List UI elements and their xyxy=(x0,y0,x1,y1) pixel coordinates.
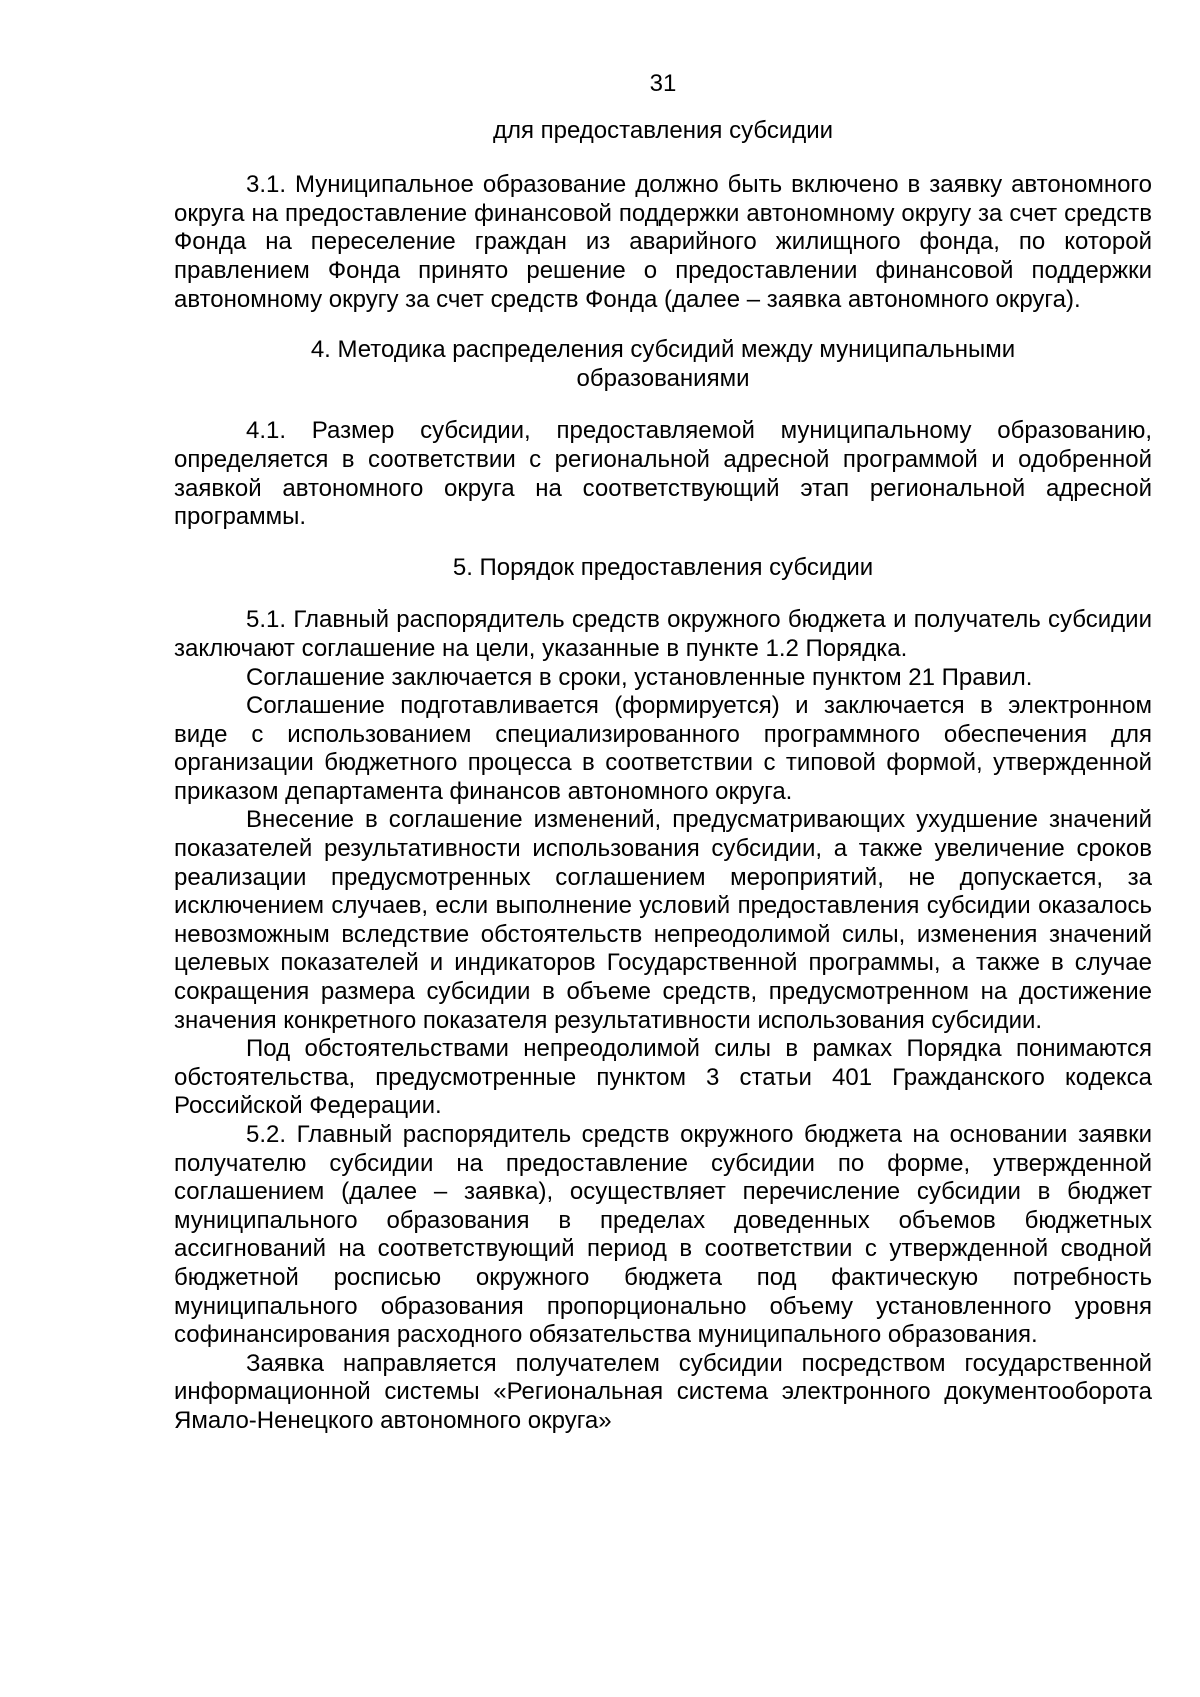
section-4-heading-line-1: 4. Методика распределения субсидий между муниципальными xyxy=(310,336,1016,364)
section-4-heading-line-2: образованиями xyxy=(576,364,750,392)
paragraph-5-1-force-majeure: Под обстоятельствами непреодолимой силы в рамках Порядка понимаются обстоятельства, предусмотренные пунктом 3 статьи 401 Гражданского кодекса Российской Федерации. xyxy=(174,1035,1152,1120)
section-5-heading: 5. Порядок предоставления субсидии xyxy=(452,553,874,581)
paragraph-5-1: 5.1. Главный распорядитель средств окружного бюджета и получатель субсидии заключают соглашение на цели, указанные в пункте 1.2 Порядка. xyxy=(174,606,1152,662)
section-4-heading xyxy=(174,336,1152,393)
paragraph-3-1: 3.1. Муниципальное образование должно быть включено в заявку автономного округа на предоставление финансовой поддержки автономному округу за счет средств Фонда на переселение граждан из аварийного жилищного фонда, по которой правлением Фонда принято решение о предоставлении финансовой поддержки автономному округу за счет средств Фонда (далее – заявка автономного округа). xyxy=(174,171,1152,313)
paragraph-5-1-terms: Соглашение заключается в сроки, установленные пунктом 21 Правил. xyxy=(246,663,1033,691)
page-number: 31 xyxy=(649,70,677,97)
section-3-heading: для предоставления субсидии xyxy=(492,116,834,144)
paragraph-5-1-electronic: Соглашение подготавливается (формируется) и заключается в электронном виде с использованием специализированного программного обеспечения для организации бюджетного процесса в соответствии с типовой формой, утвержденной приказом департамента финансов автономного округа. xyxy=(174,692,1152,805)
paragraph-5-2: 5.2. Главный распорядитель средств окружного бюджета на основании заявки получателю субсидии на предоставление субсидии по форме, утвержденной соглашением (далее – заявка), осуществляет перечисление субсидии в бюджет муниципального образования в пределах доведенных объемов бюджетных ассигнований на соответствующий период в соответствии с утвержденной сводной бюджетной росписью окружного бюджета под фактическую потребность муниципального образования пропорционально объему установленного уровня софинансирования расходного обязательства муниципального образования. xyxy=(174,1121,1152,1349)
paragraph-4-1: 4.1. Размер субсидии, предоставляемой муниципальному образованию, определяется в соответствии с региональной адресной программой и одобренной заявкой автономного округа на соответствующий этап региональной адресной программы. xyxy=(174,417,1152,531)
paragraph-5-2-application: Заявка направляется получателем субсидии посредством государственной информационной системы «Региональная система электронного документооборота Ямало-Ненецкого автономного округа» xyxy=(174,1349,1152,1434)
paragraph-5-1-changes: Внесение в соглашение изменений, предусматривающих ухудшение значений показателей результативности использования субсидии, а также увеличение сроков реализации предусмотренных соглашением мероприятий, не допускается, за исключением случаев, если выполнение условий предоставления субсидии оказалось невозможным вследствие обстоятельств непреодолимой силы, изменения значений целевых показателей и индикаторов Государственной программы, а также в случае сокращения размера субсидии в объеме средств, предусмотренном на достижение значения конкретного показателя результативности использования субсидии. xyxy=(174,806,1152,1034)
